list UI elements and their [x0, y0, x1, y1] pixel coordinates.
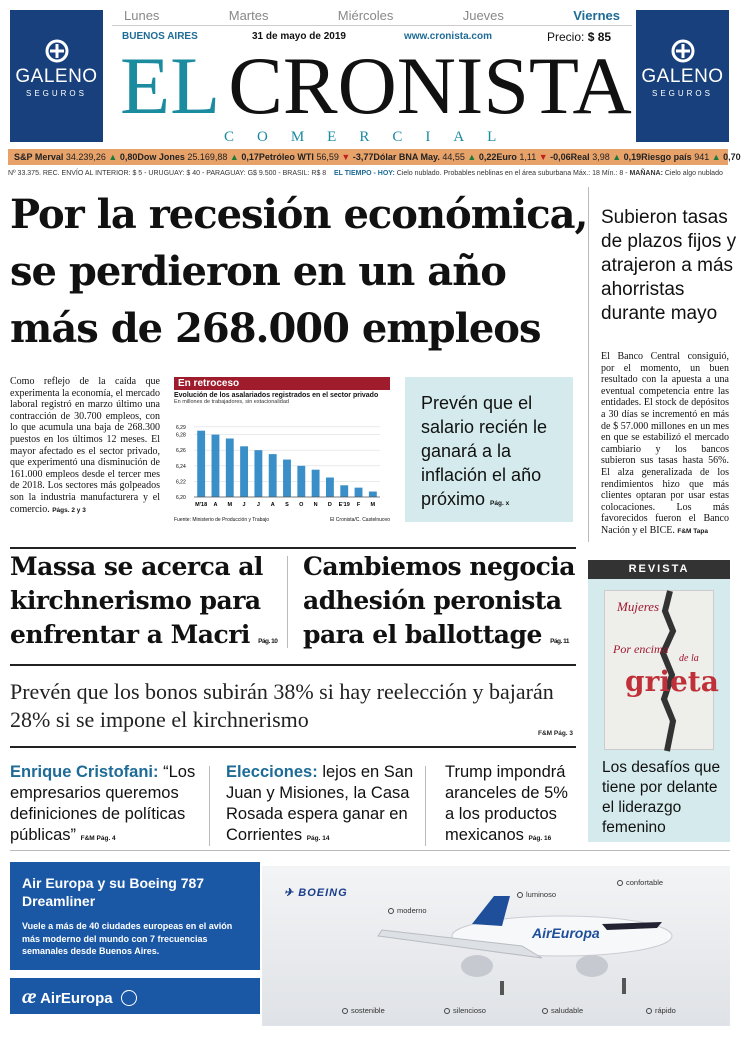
issue-date: 31 de mayo de 2019: [252, 31, 346, 42]
bonds-headline[interactable]: Prevén que los bonos subirán 38% si hay reelección y bajarán 28% si se impone el kirchnerismo F&M Pág. 3: [10, 679, 574, 737]
x-tick-label: D: [327, 502, 332, 508]
ad-body: Vuele a más de 40 ciudades europeas en el avión más moderno del mundo con 7 frecuencias semanales desde Buenos Aires.: [22, 921, 233, 956]
ticker-label: Euro: [496, 152, 517, 162]
ticker-item: [571, 152, 642, 162]
chart-bar: [254, 450, 262, 497]
ad-brand: [10, 978, 260, 1014]
ticker-value: 56,59: [313, 152, 342, 162]
ad-title: Air Europa y su Boeing 787 Dreamliner: [22, 875, 205, 909]
arrow-up-icon: ▲: [711, 152, 721, 162]
x-tick-label: A: [213, 502, 218, 508]
galeno-icon: [44, 38, 70, 64]
arrow-up-icon: ▲: [467, 152, 477, 162]
chart-bar: [369, 492, 377, 497]
galeno-icon: [670, 38, 696, 64]
feature-rapido: rápido: [646, 1006, 676, 1015]
ticker-change: -0,06: [547, 152, 571, 162]
y-tick-label: 6,24: [176, 463, 186, 470]
section-rule: [10, 547, 576, 549]
section-rule: [10, 850, 730, 851]
ticker-value: 44,55: [439, 152, 468, 162]
employment-chart: [174, 377, 390, 527]
chart-bar: [326, 478, 334, 498]
ticker-label: Dólar BNA May.: [373, 152, 440, 162]
ticker-item: [137, 152, 259, 162]
chart-bar: [283, 460, 291, 497]
section-rule: [10, 746, 576, 748]
plane-icon: [262, 866, 730, 1026]
feature-sostenible: sostenible: [342, 1006, 385, 1015]
weekday-nav: [112, 8, 632, 26]
x-tick-label: M: [370, 502, 376, 508]
cover-line2: de la: [679, 653, 699, 664]
ticker-label: Petróleo WTI: [258, 152, 314, 162]
chart-subtitle: Evolución de los asalariados registrados en el sector privado: [174, 392, 379, 399]
x-tick-label: A: [270, 502, 275, 508]
sponsor-logo-left[interactable]: [10, 10, 103, 142]
ticker-value: 25.169,88: [184, 152, 230, 162]
edition-info: Nº 33.375. REC. ENVÍO AL INTERIOR: $ 5 - URUGUAY: $ 40 - PARAGUAY: G$ 9.500 - BRASIL: R$ 8: [8, 170, 327, 177]
feature-silencioso: silencioso: [444, 1006, 486, 1015]
side-story-body: El Banco Central consiguió, por el momento, un buen resultado con la apuesta a una eventual competencia entre las entidades. El stock de depósitos a 30 días se incrementó en más de $ 57.000 millones en un mes en que se estabilizó el mercado cambiario y los bancos subieron sus tasas hasta 56%. El alza generalizada de los rendimientos hizo que más clientes optaran por usar estas colocaciones. Los más favorecidos fueron el Banco Nación y el BICE. F&M Tapa: [601, 351, 729, 536]
cover-brand: Mujeres: [617, 599, 660, 614]
day-jueves[interactable]: Jueves: [462, 8, 504, 23]
x-tick-label: O: [299, 502, 304, 508]
revista-label: REVISTA: [588, 560, 730, 579]
x-tick-label: E'19: [338, 502, 350, 508]
chart-title: En retroceso: [174, 377, 390, 390]
logo-comercial: COMERCIAL: [224, 129, 520, 145]
ticker-change: 0,22: [476, 152, 497, 162]
ticker-label: Real: [570, 152, 590, 162]
logo-el: EL: [120, 40, 221, 131]
ad-plane-image: [262, 866, 730, 1026]
ticker-value: 34.239,26: [63, 152, 109, 162]
city: BUENOS AIRES: [122, 31, 198, 42]
chart-bar: [355, 488, 363, 497]
cover-line1: Por encima: [613, 642, 669, 656]
x-tick-label: J: [256, 502, 260, 508]
massa-headline[interactable]: Massa se acerca al kirchnerismo para enfrentar a Macri Pág. 10: [10, 552, 278, 649]
weather-tomorrow-label: MAÑANA:: [629, 170, 663, 177]
chart-bar: [297, 466, 305, 497]
feature-moderno: moderno: [388, 906, 427, 915]
chart-bar: [269, 454, 277, 497]
arrow-up-icon: ▲: [229, 152, 239, 162]
cover-line3: grieta: [625, 665, 719, 698]
day-martes[interactable]: Martes: [228, 8, 269, 23]
elecciones-story[interactable]: Elecciones: lejos en San Juan y Misiones, la Casa Rosada espera ganar en Corrientes Pág. 14: [226, 763, 414, 844]
ticker-item: [373, 152, 496, 162]
x-tick-label: J: [242, 502, 246, 508]
ticker-change: 0,19: [621, 152, 642, 162]
ticker-value: 3,98: [589, 152, 613, 162]
sponsor-sub: SEGUROS: [651, 89, 713, 98]
site-url[interactable]: www.cronista.com: [404, 31, 492, 42]
sponsor-name: GALENO: [15, 66, 98, 87]
chart-bar: [240, 446, 248, 497]
y-tick-label: 6,20: [176, 495, 186, 501]
arrow-down-icon: ▼: [538, 152, 548, 162]
revista-box[interactable]: [588, 560, 730, 842]
sponsor-sub: SEGUROS: [25, 89, 87, 98]
chart-source: Fuente: Ministerio de Producción y Trabajo: [174, 517, 270, 523]
ticker-value: 941: [691, 152, 712, 162]
logo-cronista: CRONISTA: [228, 40, 632, 131]
boeing-logo: ✈ BOEING: [284, 887, 348, 899]
edition-weather-line: [8, 170, 733, 177]
weather-label: EL TIEMPO - HOY:: [333, 170, 395, 177]
ticker-change: 0,17: [238, 152, 259, 162]
section-rule: [10, 664, 576, 666]
price: Precio: $ 85: [547, 30, 612, 44]
x-tick-label: S: [285, 502, 289, 508]
ticker-item: [641, 152, 741, 162]
column-divider: [588, 187, 589, 542]
ticker-change: 0,70: [720, 152, 741, 162]
revista-text: Los desafíos que tiene por delante el liderazgo femenino: [602, 759, 721, 836]
ad-copy: [10, 862, 260, 970]
sponsor-name: GALENO: [641, 66, 724, 87]
arrow-up-icon: ▲: [108, 152, 118, 162]
ticker-change: -3,77: [350, 152, 374, 162]
x-tick-label: F: [356, 502, 361, 508]
y-tick-label: 6,28: [176, 432, 186, 439]
y-tick-label: 6,26: [176, 448, 186, 455]
lead-body: Como reflejo de la caída que experimenta la economía, el mercado laboral registró en marzo último una contracción de 30.700 empleos, con lo que acumula una baja de 268.300 puestos en los últimos 12 meses. El mayor afectado es el sector privado, que experimentó una disminución de 161.000 empleos desde el tercer mes de 2018. Los sectores más golpeados son la industria manufacturera y el comercio. Págs. 2 y 3: [10, 376, 160, 515]
chart-bar: [340, 485, 348, 497]
lead-headline[interactable]: Por la recesión económica, se perdieron en un año más de 268.000 empleos: [10, 191, 588, 352]
cambiemos-headline[interactable]: Cambiemos negocia adhesión peronista para el ballottage Pág. 11: [303, 552, 575, 649]
ticker-label: Dow Jones: [137, 152, 185, 162]
chart-bar: [212, 435, 220, 497]
feature-confortable: confortable: [617, 878, 663, 887]
ticker-label: Riesgo país: [641, 152, 692, 162]
day-lunes[interactable]: Lunes: [124, 8, 160, 23]
ae-icon: æ: [22, 986, 37, 1008]
column-divider: [425, 766, 426, 846]
salary-box[interactable]: [405, 377, 573, 522]
weather-today: Cielo nublado. Probables neblinas en el área suburbana Máx.: 18 Mín.: 8 -: [396, 170, 628, 177]
masthead-logo: [120, 40, 632, 131]
salary-headline: Prevén que el salario recién le ganará a la inflación el año próximo Pág. x: [421, 393, 548, 509]
feature-saludable: saludable: [542, 1006, 583, 1015]
svg-text:AirEuropa: AirEuropa: [532, 925, 600, 941]
arrow-up-icon: ▲: [612, 152, 622, 162]
y-tick-label: 6,29: [176, 424, 186, 431]
weather-tomorrow: Cielo algo nublado: [664, 170, 723, 177]
market-ticker: [8, 149, 741, 165]
day-miercoles[interactable]: Miércoles: [337, 8, 394, 23]
chart-ylabel: En millones de trabajadores, sin estacionalidad: [174, 399, 289, 405]
ticker-item: [259, 152, 373, 162]
ticker-value: 1,11: [516, 152, 539, 162]
skyteam-icon: [121, 990, 137, 1006]
chart-bar: [226, 439, 234, 498]
trump-story[interactable]: Trump impondrá aranceles de 5% a los productos mexicanos Pág. 16: [445, 763, 568, 844]
x-tick-label: N: [313, 502, 318, 508]
magazine-cover[interactable]: [604, 590, 719, 750]
cristofani-story[interactable]: Enrique Cristofani: “Los empresarios queremos definiciones de políticas públicas” F&M Pág. 4: [10, 763, 196, 844]
chart-bar: [312, 470, 320, 497]
ticker-item: [496, 152, 570, 162]
side-story-headline[interactable]: Subieron tasas de plazos fijos y atrajeron a más ahorristas durante mayo: [601, 207, 737, 324]
chart-bar: [197, 431, 205, 497]
y-tick-label: 6,22: [176, 479, 186, 486]
ad-brand-name: AirEuropa: [40, 990, 113, 1007]
air-europa-ad[interactable]: [10, 862, 730, 1028]
x-tick-label: M: [227, 502, 233, 508]
ticker-item: [14, 152, 137, 162]
ticker-label: S&P Merval: [14, 152, 64, 162]
sponsor-logo-right[interactable]: [636, 10, 729, 142]
column-divider: [209, 766, 210, 846]
x-tick-label: M'18: [195, 502, 208, 508]
day-viernes[interactable]: Viernes: [573, 8, 620, 23]
column-divider: [287, 556, 288, 648]
chart-credit: El Cronista/C. Castelnuovo: [329, 517, 390, 523]
feature-luminoso: luminoso: [517, 890, 556, 899]
arrow-down-icon: ▼: [341, 152, 351, 162]
chart-plot: [174, 415, 390, 515]
ticker-change: 0,80: [117, 152, 138, 162]
